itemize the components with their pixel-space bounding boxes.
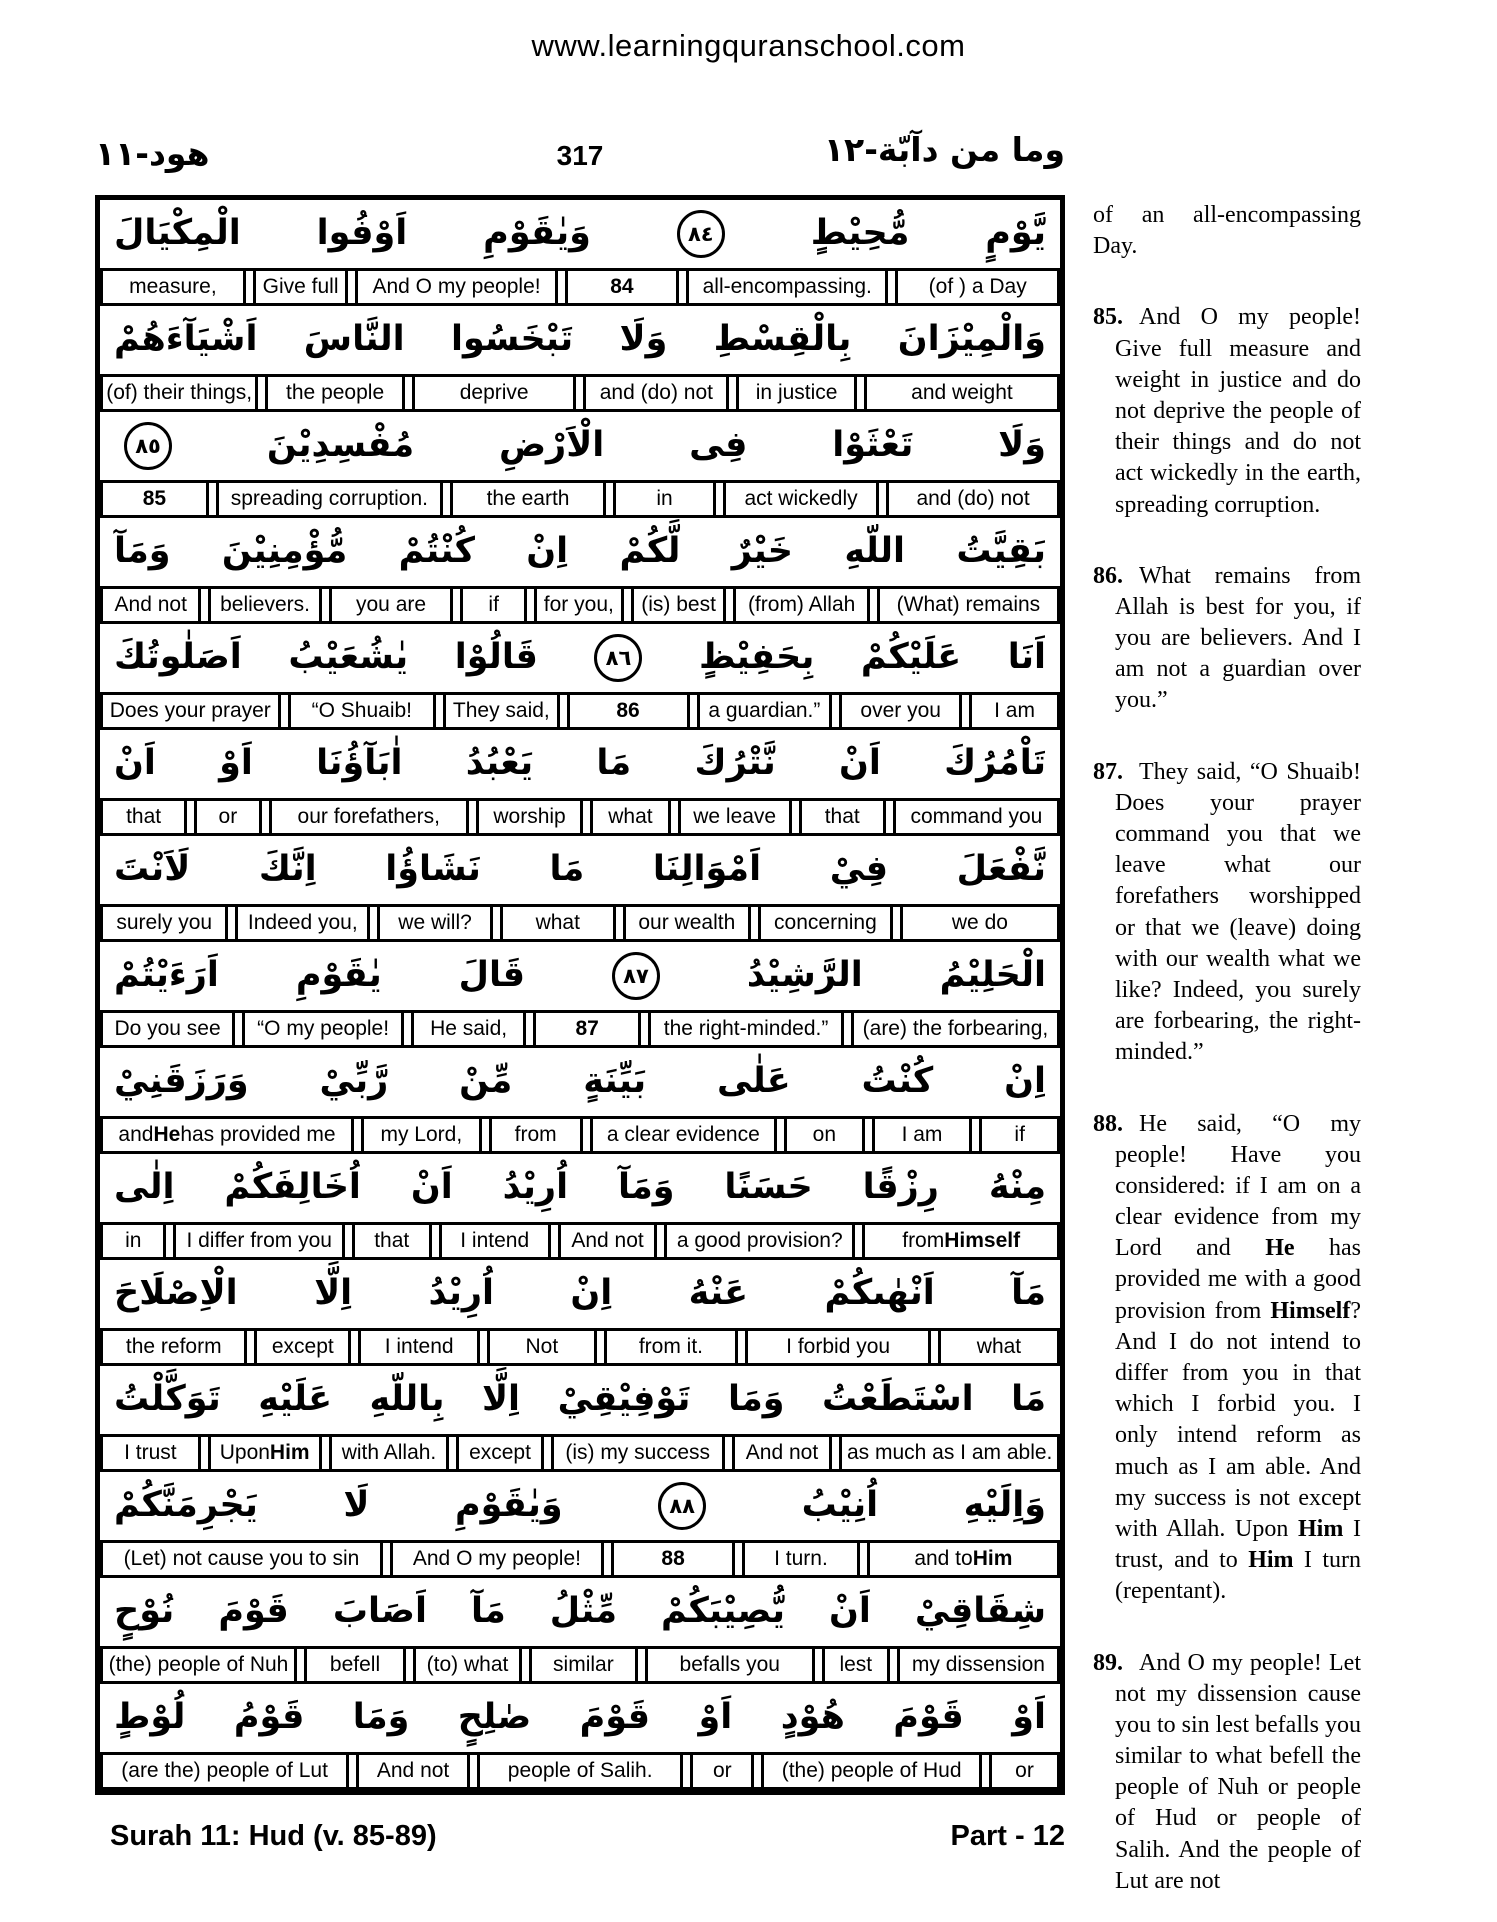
arabic-text: وَاِلَيْهِ اُنِيْبُ [801,1485,1047,1525]
word-text-bold: Him [269,1441,310,1464]
verse-number-circle: ٨٤ [677,210,725,258]
arabic-text: وَيٰقَوْمِ لَا يَجْرِمَنَّكُمْ [114,1485,563,1525]
word-box: except [456,1437,543,1469]
word-box: over you [839,695,962,727]
word-box: for you, [534,589,624,621]
verse-row [100,836,1060,942]
word-box: I am [872,1119,973,1151]
verse-row [100,730,1060,836]
verse-text-bold: He [1265,1235,1295,1262]
word-translation-row [100,1540,1060,1578]
word-box: And not [100,589,201,621]
word-box: the people [265,377,405,409]
verse-text: They said, “O Shuaib! Does your prayer command you that we leave what our forefathers worshipped or that we (leave) doing with our wealth what we like? Indeed, you surely are forbearing, the right-minded.” [1115,758,1361,1066]
word-box: (are) the forbearing, [851,1013,1060,1045]
translation-paragraph [1093,200,1361,262]
word-box: (the) people of Hud [761,1755,982,1787]
translation-paragraph [1093,561,1361,717]
word-box: what [500,907,616,939]
surah-name-arabic: هود-١١ [95,134,210,173]
verse-row [100,306,1060,412]
word-box: act wickedly [723,483,879,515]
word-box: (What) remains [877,589,1060,621]
verse-number-box: 86 [567,695,690,727]
arabic-text: وَالْمِيْزَانَ بِالْقِسْطِ وَلَا تَبْخَسُوا النَّاسَ اَشْيَآءَهُمْ [114,319,1046,360]
word-box: I forbid you [745,1331,931,1363]
arabic-text: مَآ اَنْهٰىكُمْ عَنْهُ اِنْ اُرِيْدُ اِلَّا الْاِصْلَاحَ [114,1273,1046,1314]
word-box: we leave [678,801,792,833]
word-box: Does your prayer [100,695,281,727]
word-box: we will? [377,907,493,939]
translation-paragraph [1093,1648,1361,1898]
word-box: that [799,801,886,833]
word-box: Give full [253,271,349,303]
word-box [867,1543,1060,1575]
arabic-text: مَا اسْتَطَعْتُ وَمَا تَوْفِيْقِيْ اِلَّا بِاللّهِ عَلَيْهِ تَوَكَّلْتُ [114,1379,1046,1420]
verse-number-box: 85 [100,483,209,515]
verse-text: ? And I do not intend to differ from you in that which I forbid you. I only intend reform as much as I am able. And my success is not except with Allah. Upon [1115,1297,1361,1542]
word-box: “O my people! [242,1013,404,1045]
word-box: except [254,1331,351,1363]
arabic-text: نَّفْعَلَ فِيْ اَمْوَالِنَا مَا نَشَاؤُا اِنَّكَ لَاَنْتَ [114,849,1046,890]
word-box: lest [822,1649,890,1681]
verse-row [100,1684,1060,1790]
word-translation-row [100,1328,1060,1366]
footer-part-label: Part - 12 [950,1820,1065,1852]
word-box: that [100,801,187,833]
word-box: in [100,1225,166,1257]
word-box: I intend [439,1225,551,1257]
word-box: (is) my success [551,1437,725,1469]
word-box: with Allah. [329,1437,450,1469]
word-box: spreading corruption. [216,483,443,515]
word-text: from [902,1229,945,1252]
verse-text-bold: Him [1298,1515,1344,1542]
word-text: has provided me [180,1123,336,1146]
arabic-text: بَقِيَّتُ اللّهِ خَيْرٌ لَّكُمْ اِنْ كُنْتُمْ مُّؤْمِنِيْنَ وَمَآ [114,531,1046,572]
word-by-word-table [95,195,1065,1795]
verse-row [100,942,1060,1048]
word-text-bold: Himself [944,1229,1021,1252]
verse-row [100,1048,1060,1154]
word-box: befalls you [645,1649,815,1681]
word-box: and (do) not [886,483,1060,515]
verse-number: 88. [1093,1110,1123,1137]
word-box: similar [529,1649,638,1681]
verse-text: And O my people! Let not my dissension cause you to sin lest befalls you similar to what befell the people of Nuh or people of Hud or people of Salih. And the people of Lut are not [1115,1649,1361,1894]
verse-text-bold: Himself [1270,1297,1351,1324]
word-box: (to) what [413,1649,522,1681]
verse-text: And O my people! Give full measure and weight in justice and do not deprive the people of their things and do not act wickedly in the earth, spreading corruption. [1115,304,1361,518]
word-box: in justice [736,377,857,409]
verse-text: I turn (repentant). [1115,1547,1361,1605]
word-box: command you [893,801,1060,833]
word-box: a guardian.” [697,695,833,727]
word-translation-row [100,1752,1060,1790]
word-text: Upon [219,1441,270,1464]
word-box: Do you see [100,1013,235,1045]
word-translation-row [100,480,1060,518]
word-box: that [352,1225,432,1257]
arabic-verse-line [100,730,1060,798]
word-box: And not [558,1225,657,1257]
word-box: befell [304,1649,406,1681]
verse-text: What remains from Allah is best for you, if you are believers. And I am not a guardian over you.” [1115,562,1361,714]
word-box: And not [356,1755,470,1787]
arabic-verse-line [100,1260,1060,1328]
word-box: and (do) not [583,377,729,409]
verse-row [100,1154,1060,1260]
verse-row [100,200,1060,306]
verse-text: has provided me with a good provision from [1115,1235,1361,1324]
word-box: Not [487,1331,596,1363]
word-box: from [489,1119,583,1151]
word-box: you are [329,589,454,621]
word-box: what [938,1331,1060,1363]
word-box: (of) their things, [100,377,258,409]
arabic-text: قَالُوْا يٰشُعَيْبُ اَصَلٰوتُكَ [114,637,538,677]
verse-row [100,412,1060,518]
word-box: (of ) a Day [895,271,1060,303]
arabic-text: قَالَ يٰقَوْمِ اَرَءَيْتُمْ [114,955,526,995]
word-box: the right-minded.” [648,1013,844,1045]
arabic-verse-line [100,1684,1060,1752]
word-box: And O my people! [355,271,557,303]
arabic-verse-line [100,1366,1060,1434]
arabic-verse-line [100,624,1060,692]
word-box: I intend [358,1331,480,1363]
verse-text: He said, “O my people! Have you considered: if I am on a clear evidence from my Lord and [1115,1110,1361,1262]
arabic-verse-line [100,412,1060,480]
arabic-verse-line [100,1048,1060,1116]
arabic-text: يَّوْمٍ مُّحِيْطٍ [810,213,1047,253]
word-text-bold: Him [972,1547,1013,1570]
verse-number-box: 87 [533,1013,641,1045]
word-box: (is) best [631,589,727,621]
verse-number-circle: ٨٨ [658,1482,706,1530]
arabic-verse-line [100,1154,1060,1222]
verse-number: 86. [1093,562,1123,589]
arabic-text: وَلَا تَعْثَوْا فِى الْاَرْضِ مُفْسِدِيْنَ [266,425,1046,465]
verse-row [100,1578,1060,1684]
word-box: I am [969,695,1060,727]
word-box: believers. [208,589,321,621]
verse-row [100,1366,1060,1472]
verse-number-circle: ٨٦ [594,634,642,682]
arabic-verse-line [100,518,1060,586]
word-box: worship [476,801,583,833]
word-box: And O my people! [390,1543,604,1575]
arabic-text: اِنْ كُنْتُ عَلٰى بَيِّنَةٍ مِّنْ رَّبِّيْ وَرَزَقَنِيْ [114,1061,1046,1102]
page-number: 317 [556,140,604,171]
word-box: deprive [412,377,577,409]
word-translation-row [100,268,1060,306]
word-box: And not [732,1437,833,1469]
arabic-text: الْحَلِيْمُ الرَّشِيْدُ [746,955,1047,995]
word-translation-row [100,1646,1060,1684]
word-box: a clear evidence [590,1119,777,1151]
word-box: my dissension [897,1649,1060,1681]
word-box: as much as I am able. [839,1437,1060,1469]
word-translation-row [100,798,1060,836]
word-box: if [460,589,526,621]
word-box: we do [900,907,1060,939]
word-box: what [590,801,671,833]
arabic-text: تَاْمُرُكَ اَنْ نَّتْرُكَ مَا يَعْبُدُ اٰبَآؤُنَا اَوْ اَنْ [114,743,1046,784]
word-text: and to [914,1547,973,1570]
verse-number-box: 88 [611,1543,735,1575]
verse-row [100,1260,1060,1366]
word-box: He said, [411,1013,526,1045]
word-box: all-encompassing. [686,271,888,303]
arabic-text: شِقَاقِيْ اَنْ يُّصِيْبَكُمْ مِّثْلُ مَآ اَصَابَ قَوْمَ نُوْحٍ [114,1591,1046,1632]
arabic-text: مِنْهُ رِزْقًا حَسَنًا وَمَآ اُرِيْدُ اَنْ اُخَالِفَكُمْ اِلٰى [114,1167,1046,1208]
arabic-text: اَوْ قَوْمَ هُوْدٍ اَوْ قَوْمَ صٰلِحٍ وَمَا قَوْمُ لُوْطٍ [114,1697,1046,1738]
word-box: (from) Allah [733,589,869,621]
verse-number: 89. [1093,1649,1123,1676]
word-box: I trust [100,1437,201,1469]
word-box: people of Salih. [477,1755,683,1787]
word-box: the reform [100,1331,247,1363]
word-box: or [989,1755,1060,1787]
word-box: measure, [100,271,246,303]
word-box: concerning [758,907,893,939]
word-translation-row [100,1010,1060,1048]
word-box: or [690,1755,754,1787]
word-box: our forefathers, [269,801,469,833]
word-translation-row [100,904,1060,942]
arabic-verse-line [100,1578,1060,1646]
arabic-verse-line [100,836,1060,904]
word-text-bold: He [153,1123,181,1146]
word-box: (are the) people of Lut [100,1755,349,1787]
word-box [862,1225,1060,1257]
word-box: if [979,1119,1060,1151]
translation-paragraph [1093,757,1361,1069]
translation-column [1093,200,1361,1922]
word-translation-row [100,1116,1060,1154]
word-translation-row [100,586,1060,624]
word-box: and weight [864,377,1060,409]
word-box [100,1119,354,1151]
arabic-verse-line [100,200,1060,268]
verse-row [100,1472,1060,1578]
word-box [208,1437,322,1469]
verse-number: 85. [1093,304,1123,331]
word-box: or [194,801,261,833]
verse-row [100,624,1060,730]
translation-paragraph [1093,302,1361,520]
word-translation-row [100,374,1060,412]
word-box: “O Shuaib! [288,695,437,727]
verse-text: of an all-encompassing Day. [1093,202,1361,260]
arabic-text: وَيٰقَوْمِ اَوْفُوا الْمِكْيَالَ [114,213,591,253]
arabic-verse-line [100,942,1060,1010]
word-box: in [613,483,716,515]
word-box: surely you [100,907,228,939]
word-box: a good provision? [664,1225,855,1257]
juz-name-arabic: وما من دآبّة-١٢ [823,130,1065,169]
word-text: and [118,1123,154,1146]
word-box: (the) people of Nuh [100,1649,297,1681]
word-box: I differ from you [173,1225,344,1257]
word-box: the earth [450,483,606,515]
arabic-verse-line [100,306,1060,374]
footer-surah-label: Surah 11: Hud (v. 85-89) [110,1820,437,1852]
verse-text: I trust, and to [1115,1515,1361,1574]
word-box: Indeed you, [235,907,370,939]
word-translation-row [100,1222,1060,1260]
translation-paragraph [1093,1109,1361,1608]
word-translation-row [100,692,1060,730]
verse-number-circle: ٨٥ [124,422,172,470]
verse-number: 87. [1093,758,1123,785]
word-box: from it. [604,1331,739,1363]
arabic-verse-line [100,1472,1060,1540]
word-box: They said, [443,695,560,727]
verse-number-box: 84 [565,271,679,303]
arabic-text: اَنَا عَلَيْكُمْ بِحَفِيْظٍ [699,637,1047,677]
word-box: I turn. [742,1543,859,1575]
verse-row [100,518,1060,624]
word-box: on [784,1119,865,1151]
verse-text-bold: Him [1248,1547,1294,1574]
word-box: my Lord, [361,1119,482,1151]
word-box: (Let) not cause you to sin [100,1543,383,1575]
word-translation-row [100,1434,1060,1472]
website-url[interactable]: www.learningquranschool.com [531,28,966,63]
word-box: our wealth [623,907,751,939]
verse-number-circle: ٨٧ [612,952,660,1000]
